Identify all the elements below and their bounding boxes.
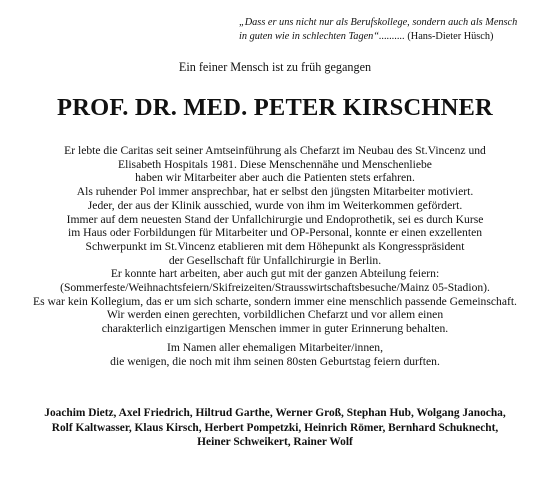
tribute-line: Immer auf dem neuesten Stand der Unfallchirurgie und Endoprothetik, sei es durch Kurse: [66, 212, 484, 226]
signatory-names: [0, 406, 550, 450]
signatory-line: Joachim Dietz, Axel Friedrich, Hiltrud Garthe, Werner Groß, Stephan Hub, Wolgang Janocha,: [44, 407, 506, 419]
tribute-line: Jeder, der aus der Klinik ausschied, wurde von ihm im Weiterkommen gefördert.: [87, 198, 463, 212]
tribute-line: charakterlich einzigartigen Menschen immer in guter Erinnerung behalten.: [101, 322, 449, 336]
tribute-line: der Gesellschaft für Unfallchirurgie in Berlin.: [168, 253, 382, 267]
quote-text-line-1: „Dass er uns nicht nur als Berufskollege, sondern auch als Mensch: [239, 17, 518, 28]
staff-line: die wenigen, die noch mit ihm seinen 80sten Geburtstag feiern durften.: [110, 355, 440, 368]
tribute-line: haben wir Mitarbeiter aber auch die Patienten stets erfahren.: [135, 171, 415, 185]
tribute-line: Elisabeth Hospitals 1981. Diese Menschennähe und Menschenliebe: [118, 157, 432, 171]
tribute-text: [0, 144, 550, 336]
signatory-line: Heiner Schweikert, Rainer Wolf: [197, 436, 353, 448]
subtitle: Ein feiner Mensch ist zu früh gegangen: [178, 60, 372, 74]
tribute-line: Als ruhender Pol immer ansprechbar, hat er selbst den jüngsten Mitarbeiter motiviert.: [76, 185, 474, 199]
quote-block: [239, 16, 539, 44]
tribute-line: im Haus oder Forbildungen für Mitarbeiter und OP-Personal, konnte er einen exzellenten: [67, 226, 483, 240]
tribute-line: Wir werden einen gerechten, vorbildlichen Chefarzt und vor allem einen: [106, 308, 444, 322]
tribute-line: Er konnte hart arbeiten, aber auch gut mit der ganzen Abteilung feiern:: [110, 267, 440, 281]
staff-line: Im Namen aller ehemaligen Mitarbeiter/innen,: [166, 341, 383, 354]
staff-dedication: [0, 341, 550, 369]
quote-author: (Hans-Dieter Hüsch): [404, 31, 494, 42]
tribute-line: Es war kein Kollegium, das er um sich scharte, sondern immer eine menschlich passende Gemeinschaft.: [33, 294, 517, 308]
deceased-name: PROF. DR. MED. PETER KIRSCHNER: [57, 94, 493, 121]
tribute-line: Schwerpunkt im St.Vincenz etablieren mit dem Höhepunkt als Kongresspräsident: [85, 239, 465, 253]
tribute-line: Er lebte die Caritas seit seiner Amtseinführung als Chefarzt im Neubau des St.Vincenz und: [64, 144, 486, 157]
quote-text-line-2: in guten wie in schlechten Tagen“..........: [239, 31, 405, 42]
tribute-line: (Sommerfeste/Weihnachtsfeiern/Skifreizeiten/Strausswirtschaftsbesuche/Mainz 05-Stadion).: [60, 281, 490, 295]
signatory-line: Rolf Kaltwasser, Klaus Kirsch, Herbert Pompetzki, Heinrich Römer, Bernhard Schuknecht,: [51, 421, 499, 434]
